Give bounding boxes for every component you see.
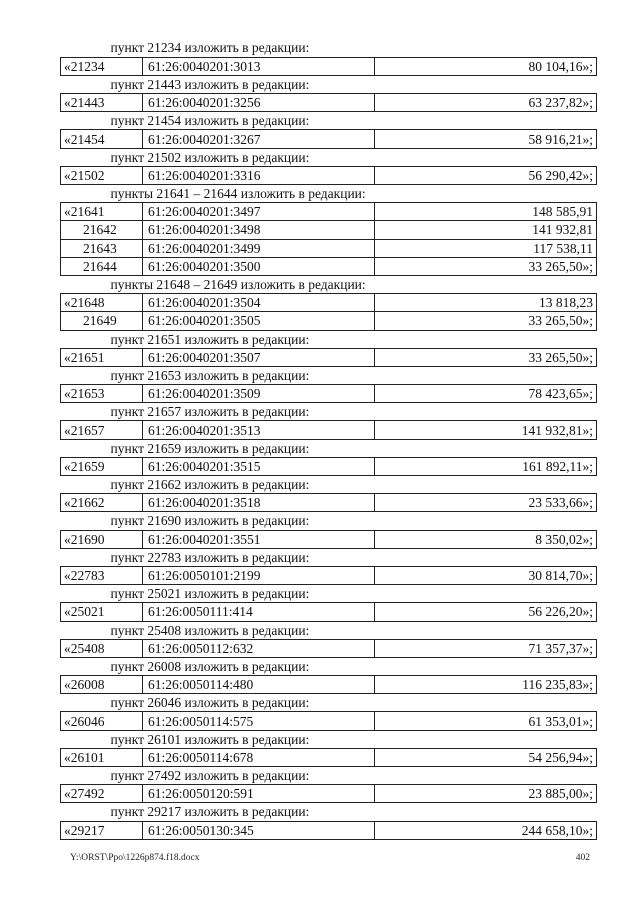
section-heading-row	[61, 767, 597, 785]
item-number-cell: «21502	[61, 166, 143, 184]
item-number-cell: 21642	[61, 221, 143, 239]
item-number-cell: «21651	[61, 348, 143, 366]
section-heading: пункт 21690 изложить в редакции:	[110, 513, 310, 529]
section-heading: пункт 21653 изложить в редакции:	[110, 367, 310, 383]
item-number-cell: «21659	[61, 457, 143, 475]
cadastral-number-cell: 61:26:0050120:591	[143, 785, 375, 803]
item-number-cell: «21662	[61, 494, 143, 512]
value-cell: 80 104,16»;	[375, 57, 597, 75]
section-heading-row	[61, 621, 597, 639]
table-row	[61, 676, 597, 694]
item-number-cell: «21657	[61, 421, 143, 439]
value-cell: 23 885,00»;	[375, 785, 597, 803]
section-heading: пункт 27492 изложить в редакции:	[110, 768, 310, 784]
amendment-table	[60, 39, 597, 840]
item-number-cell: «21641	[61, 203, 143, 221]
section-heading-row	[61, 403, 597, 421]
value-cell: 161 892,11»;	[375, 457, 597, 475]
section-heading: пункт 21651 изложить в редакции:	[110, 331, 310, 347]
section-heading-row	[61, 112, 597, 130]
section-heading-row	[61, 548, 597, 566]
item-number-cell: «25021	[61, 603, 143, 621]
section-heading: пункт 21662 изложить в редакции:	[110, 477, 310, 493]
cadastral-number-cell: 61:26:0040201:3498	[143, 221, 375, 239]
amendment-table-body	[61, 39, 597, 839]
table-row	[61, 457, 597, 475]
table-row	[61, 712, 597, 730]
value-cell: 8 350,02»;	[375, 530, 597, 548]
item-number-cell: «27492	[61, 785, 143, 803]
table-row	[61, 312, 597, 330]
value-cell: 56 226,20»;	[375, 603, 597, 621]
value-cell: 63 237,82»;	[375, 94, 597, 112]
item-number-cell: «29217	[61, 821, 143, 839]
value-cell: 30 814,70»;	[375, 566, 597, 584]
section-heading-row	[61, 803, 597, 821]
section-heading-row	[61, 75, 597, 93]
cadastral-number-cell: 61:26:0040201:3267	[143, 130, 375, 148]
section-heading: пункт 25021 изложить в редакции:	[110, 586, 310, 602]
value-cell: 58 916,21»;	[375, 130, 597, 148]
table-row	[61, 257, 597, 275]
table-row	[61, 348, 597, 366]
section-heading: пункт 21234 изложить в редакции:	[110, 40, 310, 56]
cadastral-number-cell: 61:26:0040201:3518	[143, 494, 375, 512]
value-cell: 56 290,42»;	[375, 166, 597, 184]
section-heading: пункт 21454 изложить в редакции:	[110, 113, 310, 129]
item-number-cell: 21649	[61, 312, 143, 330]
section-heading-row	[61, 275, 597, 293]
table-row	[61, 221, 597, 239]
section-heading: пункт 21443 изложить в редакции:	[110, 76, 310, 92]
section-heading: пункт 29217 изложить в редакции:	[110, 804, 310, 820]
value-cell: 71 357,37»;	[375, 639, 597, 657]
table-row	[61, 530, 597, 548]
item-number-cell: «26101	[61, 748, 143, 766]
cadastral-number-cell: 61:26:0040201:3513	[143, 421, 375, 439]
table-row	[61, 821, 597, 839]
table-row	[61, 494, 597, 512]
item-number-cell: 21644	[61, 257, 143, 275]
section-heading-row	[61, 585, 597, 603]
section-heading: пункт 21659 изложить в редакции:	[110, 440, 310, 456]
value-cell: 141 932,81	[375, 221, 597, 239]
item-number-cell: «21653	[61, 385, 143, 403]
section-heading-row	[61, 185, 597, 203]
cadastral-number-cell: 61:26:0040201:3515	[143, 457, 375, 475]
item-number-cell: «26046	[61, 712, 143, 730]
item-number-cell: «26008	[61, 676, 143, 694]
section-heading: пункт 26046 изложить в редакции:	[110, 695, 310, 711]
cadastral-number-cell: 61:26:0050101:2199	[143, 566, 375, 584]
cadastral-number-cell: 61:26:0050112:632	[143, 639, 375, 657]
item-number-cell: «21648	[61, 294, 143, 312]
item-number-cell: «21454	[61, 130, 143, 148]
cadastral-number-cell: 61:26:0040201:3256	[143, 94, 375, 112]
cadastral-number-cell: 61:26:0040201:3507	[143, 348, 375, 366]
cadastral-number-cell: 61:26:0040201:3551	[143, 530, 375, 548]
section-heading-row	[61, 439, 597, 457]
value-cell: 33 265,50»;	[375, 257, 597, 275]
table-row	[61, 57, 597, 75]
cadastral-number-cell: 61:26:0040201:3316	[143, 166, 375, 184]
value-cell: 54 256,94»;	[375, 748, 597, 766]
value-cell: 23 533,66»;	[375, 494, 597, 512]
table-row	[61, 385, 597, 403]
section-heading-row	[61, 366, 597, 384]
cadastral-number-cell: 61:26:0050114:480	[143, 676, 375, 694]
section-heading: пункты 21641 – 21644 изложить в редакции:	[110, 186, 366, 202]
section-heading: пункт 25408 изложить в редакции:	[110, 622, 310, 638]
section-heading-row	[61, 330, 597, 348]
cadastral-number-cell: 61:26:0040201:3509	[143, 385, 375, 403]
value-cell: 116 235,83»;	[375, 676, 597, 694]
section-heading-row	[61, 512, 597, 530]
table-row	[61, 639, 597, 657]
footer-page-number: 402	[575, 853, 590, 863]
value-cell: 244 658,10»;	[375, 821, 597, 839]
value-cell: 78 423,65»;	[375, 385, 597, 403]
item-number-cell: «21234	[61, 57, 143, 75]
table-row	[61, 94, 597, 112]
section-heading-row	[61, 148, 597, 166]
section-heading: пункт 26008 изложить в редакции:	[110, 658, 310, 674]
table-row	[61, 203, 597, 221]
value-cell: 13 818,23	[375, 294, 597, 312]
section-heading-row	[61, 730, 597, 748]
item-number-cell: «21443	[61, 94, 143, 112]
section-heading-row	[61, 694, 597, 712]
value-cell: 141 932,81»;	[375, 421, 597, 439]
table-row	[61, 785, 597, 803]
cadastral-number-cell: 61:26:0050111:414	[143, 603, 375, 621]
cadastral-number-cell: 61:26:0040201:3499	[143, 239, 375, 257]
section-heading-row	[61, 39, 597, 57]
table-row	[61, 294, 597, 312]
footer-file-path: Y:\ORST\Ppo\1226p874.f18.docx	[70, 853, 200, 863]
cadastral-number-cell: 61:26:0040201:3500	[143, 257, 375, 275]
section-heading: пункт 21502 изложить в редакции:	[110, 149, 310, 165]
value-cell: 148 585,91	[375, 203, 597, 221]
cadastral-number-cell: 61:26:0050114:575	[143, 712, 375, 730]
section-heading: пункт 21657 изложить в редакции:	[110, 404, 310, 420]
item-number-cell: 21643	[61, 239, 143, 257]
cadastral-number-cell: 61:26:0050114:678	[143, 748, 375, 766]
table-row	[61, 130, 597, 148]
table-row	[61, 566, 597, 584]
table-row	[61, 421, 597, 439]
table-row	[61, 603, 597, 621]
cadastral-number-cell: 61:26:0050130:345	[143, 821, 375, 839]
value-cell: 61 353,01»;	[375, 712, 597, 730]
section-heading-row	[61, 476, 597, 494]
item-number-cell: «21690	[61, 530, 143, 548]
cadastral-number-cell: 61:26:0040201:3505	[143, 312, 375, 330]
table-row	[61, 166, 597, 184]
document-body	[60, 39, 596, 840]
value-cell: 33 265,50»;	[375, 312, 597, 330]
cadastral-number-cell: 61:26:0040201:3497	[143, 203, 375, 221]
table-row	[61, 239, 597, 257]
section-heading-row	[61, 657, 597, 675]
value-cell: 33 265,50»;	[375, 348, 597, 366]
item-number-cell: «25408	[61, 639, 143, 657]
cadastral-number-cell: 61:26:0040201:3504	[143, 294, 375, 312]
cadastral-number-cell: 61:26:0040201:3013	[143, 57, 375, 75]
item-number-cell: «22783	[61, 566, 143, 584]
section-heading: пункт 22783 изложить в редакции:	[110, 549, 310, 565]
table-row	[61, 748, 597, 766]
value-cell: 117 538,11	[375, 239, 597, 257]
section-heading: пункты 21648 – 21649 изложить в редакции:	[110, 277, 366, 293]
section-heading: пункт 26101 изложить в редакции:	[110, 731, 310, 747]
